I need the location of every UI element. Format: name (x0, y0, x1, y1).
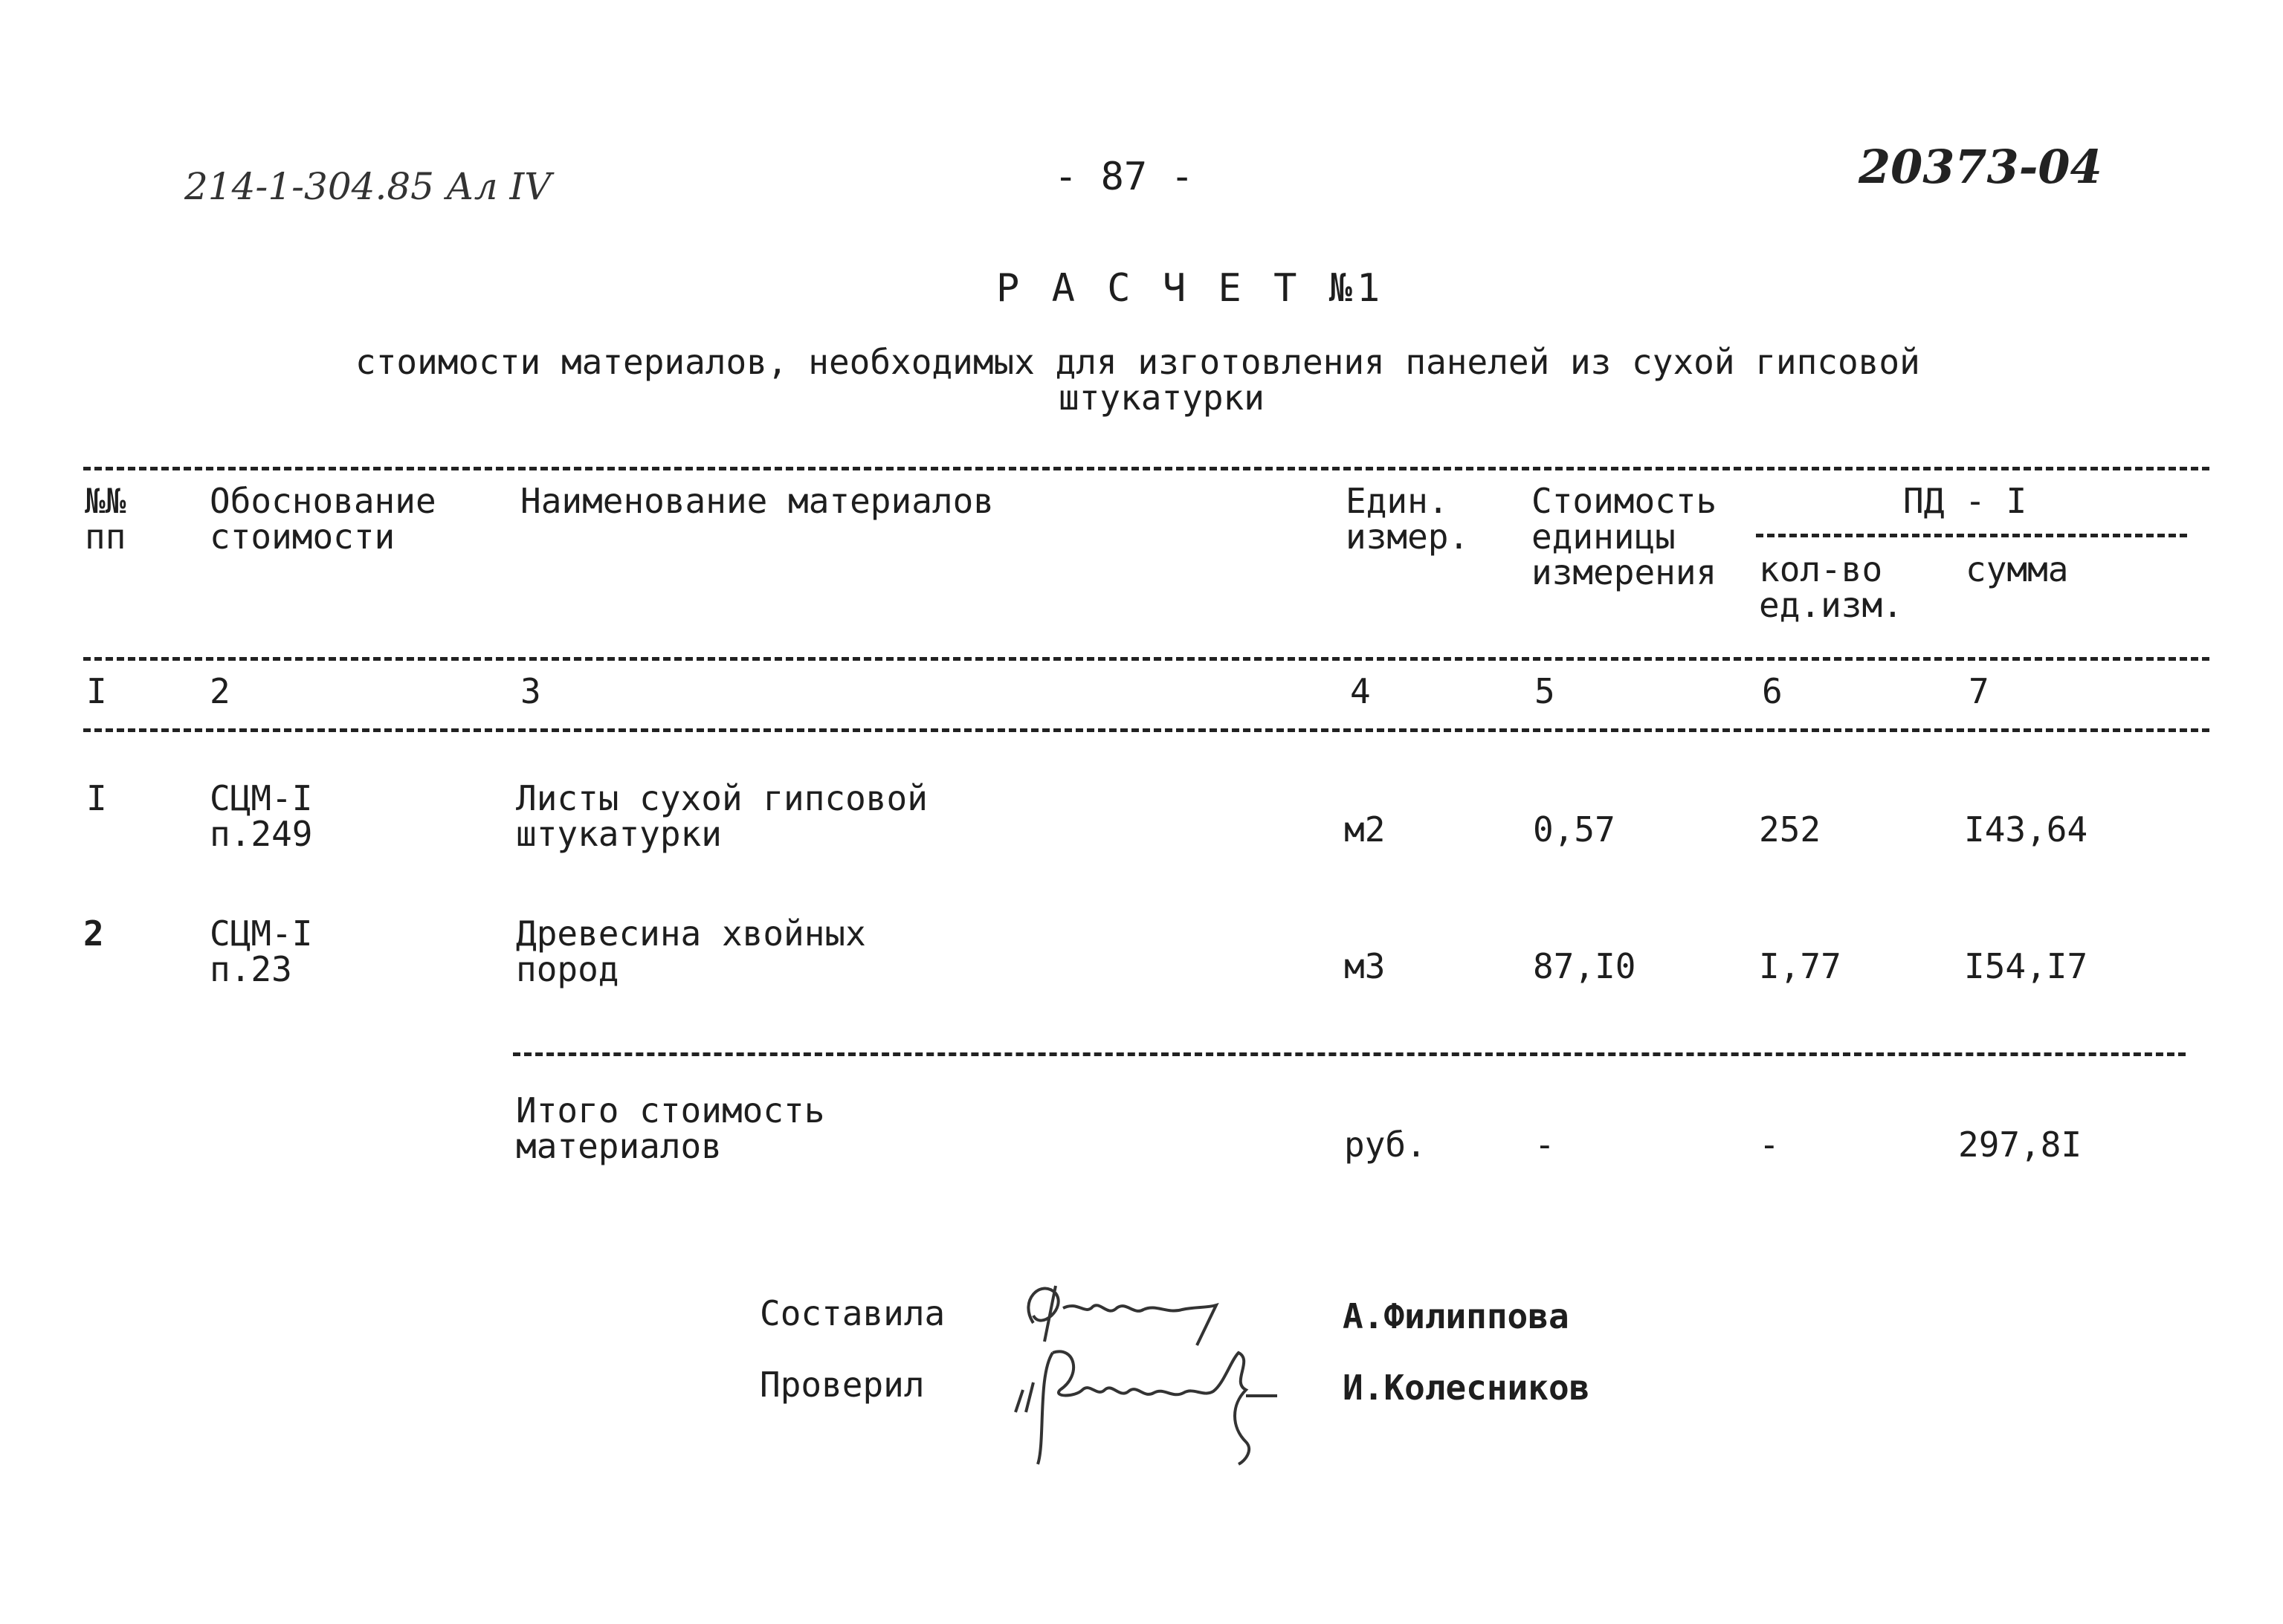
total-label (516, 1090, 825, 1166)
row-number: I (86, 778, 107, 818)
row-basis-line1: СЦМ-I (210, 778, 313, 818)
header-col-unit-line1: Един. (1346, 481, 1449, 521)
header-col-unit-cost (1531, 483, 1717, 590)
header-col-sum-line1: сумма (1966, 549, 2069, 589)
header-col-unit (1346, 481, 1470, 557)
header-col-sum (1966, 551, 2068, 587)
row-material-name (516, 913, 866, 989)
row-unit: м3 (1344, 946, 1386, 986)
header-col-basis (210, 481, 436, 557)
column-number-6: 6 (1762, 671, 1783, 711)
header-col-number-line1: №№ (85, 481, 126, 521)
row-basis-line1: СЦМ-I (210, 913, 313, 954)
row-quantity: I,77 (1759, 946, 1841, 986)
row-sum: I54,I7 (1964, 946, 2088, 986)
total-label-line1: Итого стоимость (516, 1090, 825, 1130)
document-number: 20373-04 (1859, 140, 2102, 194)
page-number: - 87 - (1054, 155, 1194, 199)
header-col-basis-line2: стоимости (210, 517, 395, 557)
row-material-name-line2: штукатурки (516, 814, 722, 854)
page-title: Р А С Ч Е Т №1 (996, 266, 1385, 311)
header-col-unit-cost-line2: единицы (1531, 517, 1676, 557)
checked-by-label: Проверил (760, 1365, 925, 1405)
row-unit-cost: 0,57 (1533, 809, 1615, 850)
row-basis (210, 780, 312, 852)
header-group-pd: ПД - I (1903, 481, 2027, 521)
column-numbers-rule (83, 728, 2209, 732)
row-material-name-line2: пород (516, 949, 619, 989)
column-number-1: I (86, 671, 107, 711)
total-label-line2: материалов (516, 1126, 722, 1166)
row-basis (210, 913, 313, 989)
page-subtitle: стоимости материалов, необходимых для изготовления панелей из сухой гипсовой (355, 342, 1920, 382)
column-number-7: 7 (1969, 671, 1989, 711)
total-unit-cost: - (1534, 1125, 1555, 1165)
header-col-quantity-line2: ед.изм. (1759, 585, 1903, 625)
header-col-quantity (1759, 551, 1903, 623)
total-sum: 297,8I (1958, 1125, 2082, 1165)
row-unit: м2 (1344, 809, 1386, 850)
total-rule (513, 1052, 2186, 1056)
compiled-by-name: А.Филиппова (1343, 1296, 1569, 1336)
checked-by-name: И.Колесников (1343, 1368, 1590, 1408)
column-number-3: 3 (520, 671, 541, 711)
header-col-unit-cost-line1: Стоимость (1531, 481, 1717, 521)
column-number-2: 2 (210, 671, 230, 711)
row-quantity: 252 (1759, 809, 1821, 850)
row-number: 2 (83, 913, 104, 954)
compiled-by-label: Составила (760, 1293, 946, 1333)
row-sum: I43,64 (1964, 809, 2088, 850)
table-top-rule (83, 467, 2209, 470)
total-unit: руб. (1344, 1125, 1427, 1165)
header-col-unit-line2: измер. (1346, 517, 1470, 557)
header-col-quantity-line1: кол-во (1759, 549, 1883, 589)
row-basis-line2: п.249 (210, 814, 313, 854)
header-col-basis-line1: Обоснование (210, 481, 436, 521)
document-code: 214-1-304.85 Ал IV (184, 165, 552, 208)
column-number-4: 4 (1350, 671, 1371, 711)
row-material-name-line1: Древесина хвойных (516, 913, 866, 954)
total-quantity: - (1759, 1125, 1780, 1165)
row-material-name-line1: Листы сухой гипсовой (516, 778, 928, 818)
row-basis-line2: п.23 (210, 949, 292, 989)
header-bottom-rule (83, 657, 2209, 661)
header-col-material (520, 483, 994, 519)
header-col-unit-cost-line3: измерения (1531, 552, 1717, 592)
checked-by-signature (1008, 1330, 1320, 1472)
header-col-number-line2: пп (85, 517, 126, 557)
row-unit-cost: 87,I0 (1533, 946, 1636, 986)
header-col-number (85, 481, 126, 557)
column-number-5: 5 (1534, 671, 1555, 711)
group-header-rule (1756, 534, 2187, 537)
row-material-name (516, 780, 928, 852)
header-col-material-line1: Наименование материалов (520, 481, 994, 521)
page-subtitle-continued: штукатурки (1059, 378, 1265, 418)
